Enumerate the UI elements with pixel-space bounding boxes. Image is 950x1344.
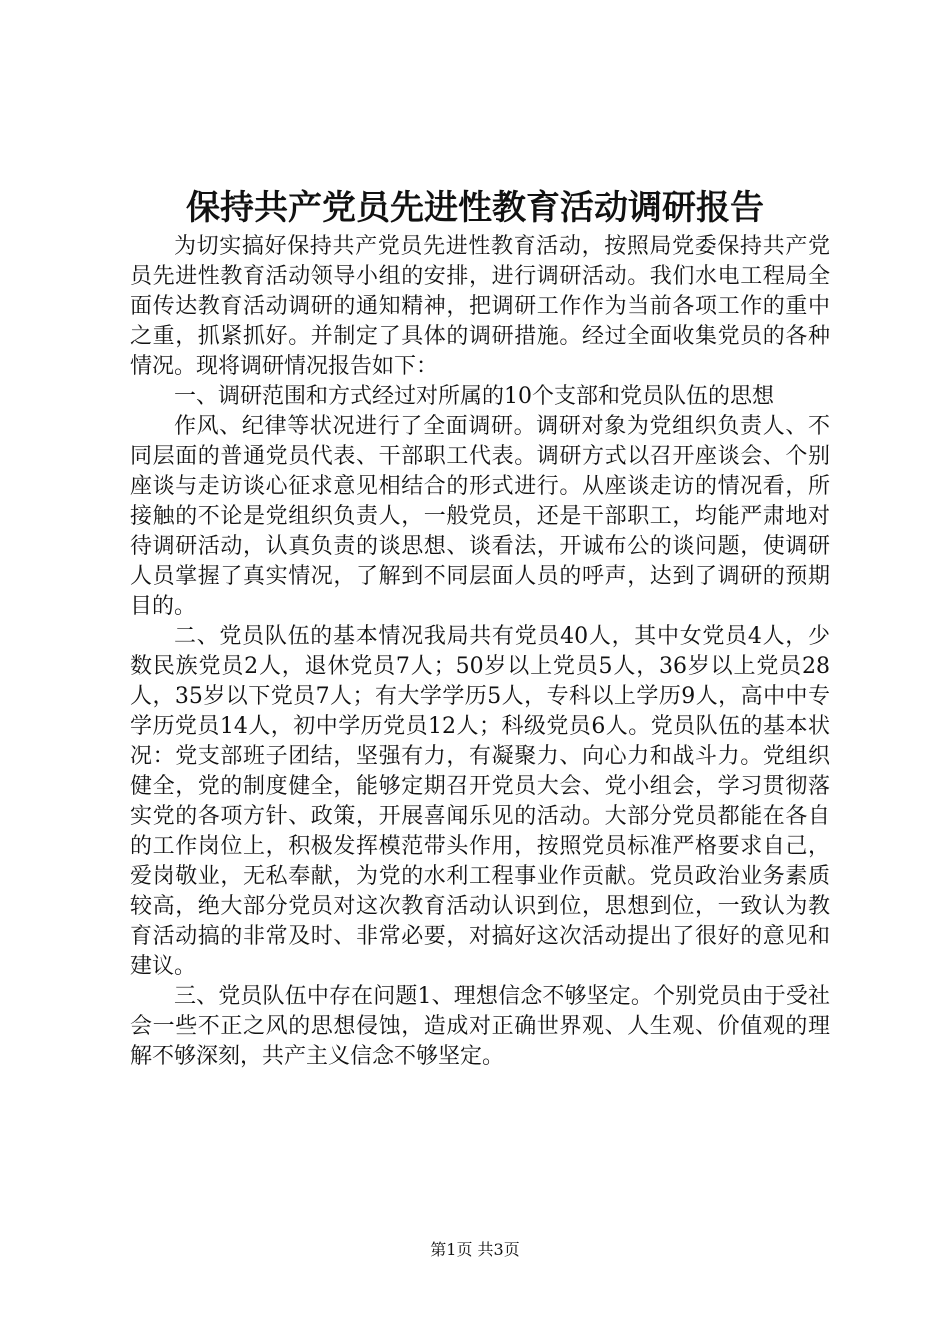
page-number-footer: 第1页 共3页 bbox=[430, 1240, 520, 1259]
paragraph-section-1-heading: 一、调研范围和方式经过对所属的10个支部和党员队伍的思想 bbox=[174, 384, 774, 409]
document-body bbox=[130, 232, 830, 1072]
paragraph-intro: 为切实搞好保持共产党员先进性教育活动，按照局党委保持共产党员先进性教育活动领导小组的安排，进行调研活动。我们水电工程局全面传达教育活动调研的通知精神，把调研工作作为当前各项工作的重中之重，抓紧抓好。并制定了具体的调研措施。经过全面收集党员的各种情况。现将调研情况报告如下： bbox=[130, 234, 830, 379]
paragraph-section-2: 二、党员队伍的基本情况我局共有党员40人，其中女党员4人，少数民族党员2人，退休党员7人；50岁以上党员5人，36岁以上党员28人，35岁以下党员7人；有大学学历5人，专科以上学历9人，高中中专学历党员14人，初中学历党员12人；科级党员6人。党员队伍的基本状况：党支部班子团结，坚强有力，有凝聚力、向心力和战斗力。党组织健全，党的制度健全，能够定期召开党员大会、党小组会，学习贯彻落实党的各项方针、政策，开展喜闻乐见的活动。大部分党员都能在各自的工作岗位上，积极发挥模范带头作用，按照党员标准严格要求自己，爱岗敬业，无私奉献，为党的水利工程事业作贡献。党员政治业务素质较高，绝大部分党员对这次教育活动认识到位，思想到位，一致认为教育活动搞的非常及时、非常必要，对搞好这次活动提出了很好的意见和建议。 bbox=[130, 624, 830, 979]
document-title: 保持共产党员先进性教育活动调研报告 bbox=[186, 188, 764, 228]
paragraph-section-3: 三、党员队伍中存在问题1、理想信念不够坚定。个别党员由于受社会一些不正之风的思想侵蚀，造成对正确世界观、人生观、价值观的理解不够深刻，共产主义信念不够坚定。 bbox=[130, 984, 830, 1069]
paragraph-section-1-body: 作风、纪律等状况进行了全面调研。调研对象为党组织负责人、不同层面的普通党员代表、干部职工代表。调研方式以召开座谈会、个别座谈与走访谈心征求意见相结合的形式进行。从座谈走访的情况看，所接触的不论是党组织负责人，一般党员，还是干部职工，均能严肃地对待调研活动，认真负责的谈思想、谈看法，开诚布公的谈问题，使调研人员掌握了真实情况，了解到不同层面人员的呼声，达到了调研的预期目的。 bbox=[130, 414, 830, 619]
